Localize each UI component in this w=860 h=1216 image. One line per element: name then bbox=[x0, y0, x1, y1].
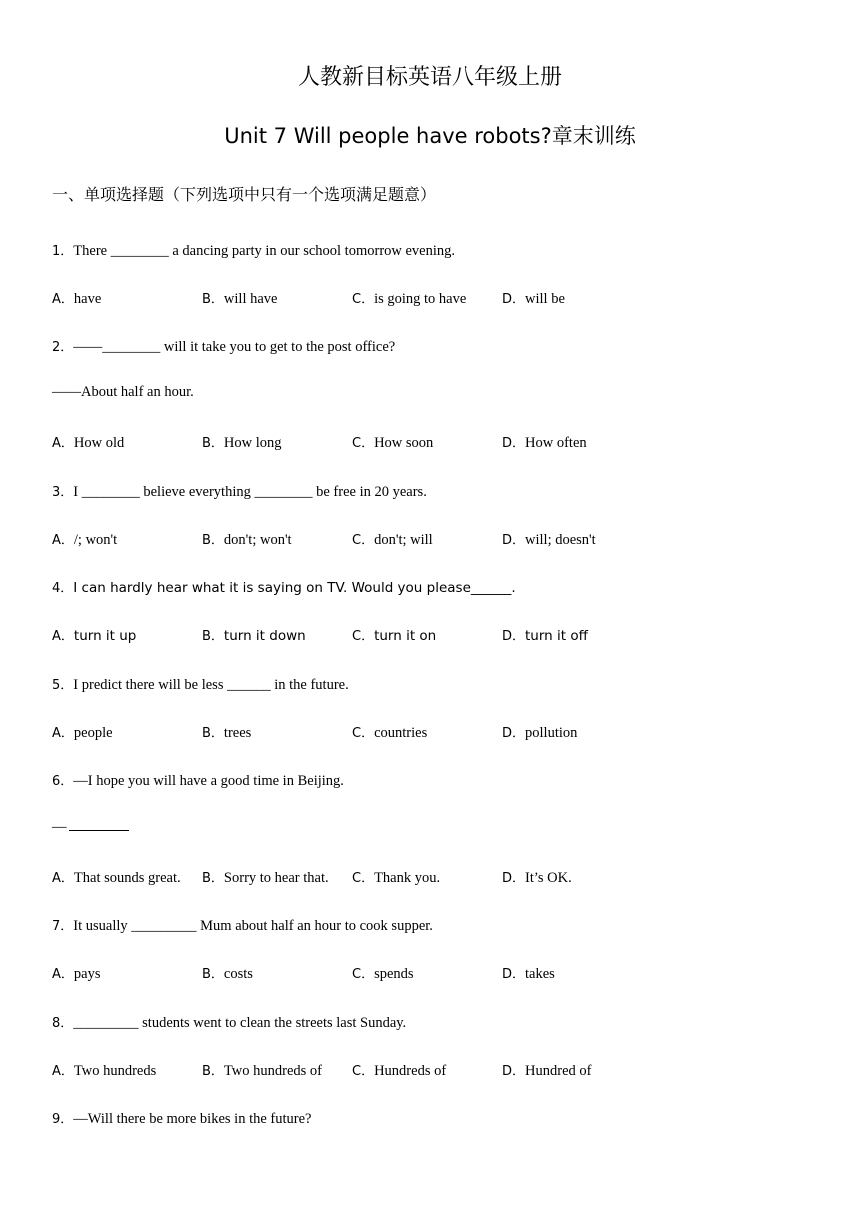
reply-dash: — bbox=[52, 819, 67, 835]
question-text: I ________ believe everything ________ be free in 20 years. bbox=[73, 484, 427, 500]
question-7-option-c[interactable]: C．spends bbox=[352, 966, 414, 982]
question-9-stem bbox=[52, 1108, 311, 1128]
question-4-option-d[interactable]: D．turn it off bbox=[502, 628, 588, 644]
question-2-option-a[interactable]: A．How old bbox=[52, 435, 125, 451]
question-5-stem bbox=[52, 674, 349, 694]
question-text: I predict there will be less ______ in the future. bbox=[73, 677, 349, 693]
question-6-reply bbox=[52, 818, 129, 836]
question-8-stem bbox=[52, 1012, 406, 1032]
question-3-option-b[interactable]: B．don't; won't bbox=[202, 532, 292, 548]
question-text: —I hope you will have a good time in Beijing. bbox=[73, 773, 344, 789]
section-heading: 一、单项选择题（下列选项中只有一个选项满足题意） bbox=[52, 185, 437, 204]
question-2-reply: ——About half an hour. bbox=[52, 384, 194, 400]
question-2-option-c[interactable]: C．How soon bbox=[352, 435, 434, 451]
question-2-stem bbox=[52, 336, 395, 356]
question-3-stem bbox=[52, 481, 427, 501]
question-8-option-a[interactable]: A．Two hundreds bbox=[52, 1063, 157, 1079]
question-text: _________ students went to clean the streets last Sunday. bbox=[73, 1015, 407, 1031]
question-number: 2． bbox=[52, 340, 74, 355]
question-1-option-d[interactable]: D．will be bbox=[502, 291, 565, 307]
question-4-stem bbox=[52, 577, 516, 596]
question-1-option-a[interactable]: A．have bbox=[52, 291, 102, 307]
question-7-option-b[interactable]: B．costs bbox=[202, 966, 253, 982]
question-7-stem bbox=[52, 915, 433, 935]
document-subtitle: Unit 7 Will people have robots?章末训练 bbox=[224, 124, 636, 148]
question-text: It usually _________ Mum about half an hour to cook supper. bbox=[73, 918, 433, 934]
question-5-option-a[interactable]: A．people bbox=[52, 725, 113, 741]
question-1-option-b[interactable]: B．will have bbox=[202, 291, 278, 307]
question-1-stem bbox=[52, 240, 455, 260]
question-number: 4． bbox=[52, 581, 74, 596]
question-8-option-c[interactable]: C．Hundreds of bbox=[352, 1063, 447, 1079]
question-5-option-b[interactable]: B．trees bbox=[202, 725, 252, 741]
question-7-option-a[interactable]: A．pays bbox=[52, 966, 101, 982]
question-6-option-a[interactable]: A．That sounds great. bbox=[52, 870, 181, 886]
question-4-option-a[interactable]: A．turn it up bbox=[52, 628, 137, 644]
question-6-option-d[interactable]: D．It’s OK. bbox=[502, 870, 572, 886]
question-2-option-b[interactable]: B．How long bbox=[202, 435, 282, 451]
question-text: There ________ a dancing party in our school tomorrow evening. bbox=[73, 243, 456, 259]
question-5-option-c[interactable]: C．countries bbox=[352, 725, 428, 741]
question-number: 6． bbox=[52, 774, 74, 789]
question-number: 5． bbox=[52, 678, 74, 693]
answer-blank bbox=[69, 818, 129, 831]
question-6-stem bbox=[52, 770, 344, 790]
question-3-option-c[interactable]: C．don't; will bbox=[352, 532, 433, 548]
question-7-option-d[interactable]: D．takes bbox=[502, 966, 555, 982]
question-number: 7． bbox=[52, 919, 74, 934]
question-1-option-c[interactable]: C．is going to have bbox=[352, 291, 467, 307]
question-5-option-d[interactable]: D．pollution bbox=[502, 725, 578, 741]
question-8-option-b[interactable]: B．Two hundreds of bbox=[202, 1063, 322, 1079]
question-8-option-d[interactable]: D．Hundred of bbox=[502, 1063, 592, 1079]
question-number: 1． bbox=[52, 244, 74, 259]
question-number: 3． bbox=[52, 485, 74, 500]
question-4-option-c[interactable]: C．turn it on bbox=[352, 628, 437, 644]
question-3-option-d[interactable]: D．will; doesn't bbox=[502, 532, 596, 548]
question-number: 9． bbox=[52, 1112, 74, 1127]
question-2-option-d[interactable]: D．How often bbox=[502, 435, 587, 451]
question-3-option-a[interactable]: A．/; won't bbox=[52, 532, 118, 548]
question-text: I can hardly hear what it is saying on TV. Would you please______. bbox=[73, 580, 516, 596]
document-title: 人教新目标英语八年级上册 bbox=[297, 65, 562, 90]
question-6-option-c[interactable]: C．Thank you. bbox=[352, 870, 441, 886]
question-text: ——________ will it take you to get to the post office? bbox=[73, 339, 396, 355]
question-text: —Will there be more bikes in the future? bbox=[73, 1111, 312, 1127]
question-4-option-b[interactable]: B．turn it down bbox=[202, 628, 306, 644]
question-6-option-b[interactable]: B．Sorry to hear that. bbox=[202, 870, 329, 886]
question-number: 8． bbox=[52, 1016, 74, 1031]
